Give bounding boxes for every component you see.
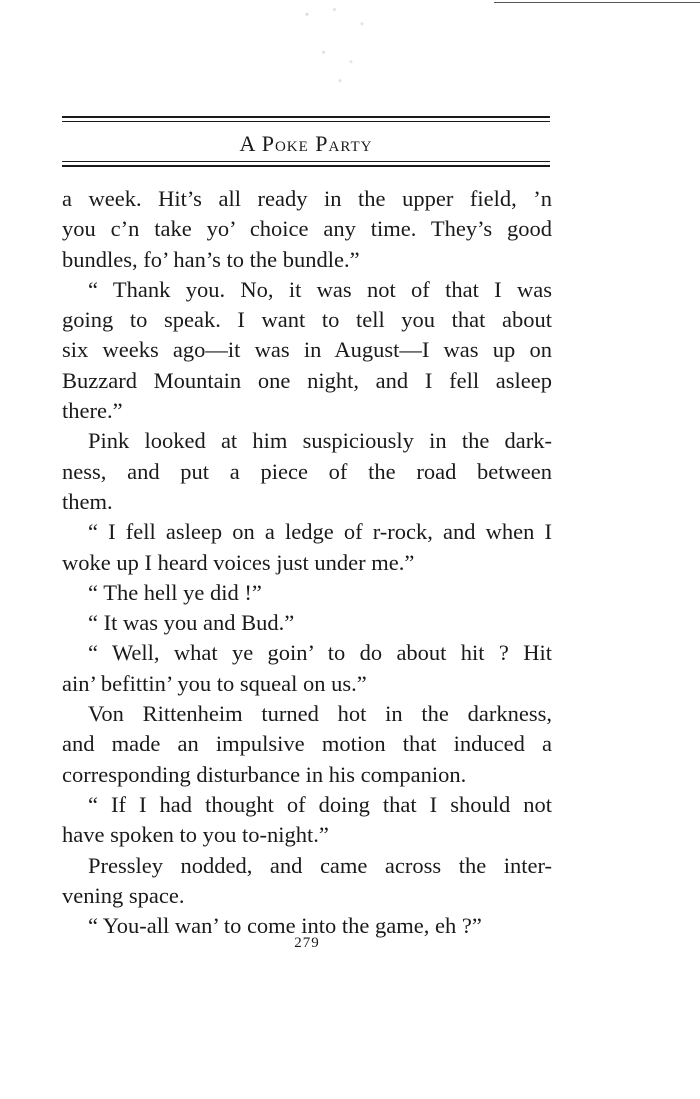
text-line: “ The hell ye did !” xyxy=(88,579,262,605)
text-line: “ You-all wan’ to come into the game, eh ?” xyxy=(88,913,482,939)
text-line: Buzzard Mountain one night, and I fell asleep xyxy=(62,367,552,393)
text-line: and made an impulsive motion that induced a xyxy=(62,731,552,757)
text-line: Von Rittenheim turned hot in the darkness, xyxy=(88,701,552,727)
running-head: A Poke Party xyxy=(239,131,373,156)
body-text xyxy=(62,184,552,941)
text-line: “ Thank you. No, it was not of that I was xyxy=(88,276,552,302)
text-line: a week. Hit’s all ready in the upper field, ’n xyxy=(62,186,552,211)
text-line: vening space. xyxy=(62,882,185,908)
text-line: woke up I heard voices just under me.” xyxy=(62,549,415,575)
text-line: Pressley nodded, and came across the inter- xyxy=(88,852,552,878)
text-line: ness, and put a piece of the road between xyxy=(62,458,552,484)
top-edge-rule xyxy=(494,2,700,3)
page-number: 279 xyxy=(294,935,320,951)
text-line: ain’ befittin’ you to squeal on us.” xyxy=(62,670,367,696)
text-line: going to speak. I want to tell you that about xyxy=(62,307,552,333)
text-line: bundles, fo’ han’s to the bundle.” xyxy=(62,246,360,272)
header-rule-top-thin xyxy=(62,121,550,122)
header-rule-bottom xyxy=(62,165,550,167)
text-line: there.” xyxy=(62,398,123,424)
page-header xyxy=(62,116,550,172)
text-line: them. xyxy=(62,488,113,514)
text-line: have spoken to you to-night.” xyxy=(62,822,329,848)
text-line: six weeks ago—it was in August—I was up on xyxy=(62,337,552,363)
text-line: “ If I had thought of doing that I should not xyxy=(88,791,552,817)
text-line: “ Well, what ye goin’ to do about hit ? Hit xyxy=(88,640,552,666)
text-line: “ It was you and Bud.” xyxy=(88,610,295,636)
header-rule-top xyxy=(62,116,550,118)
text-line: Pink looked at him suspiciously in the dark- xyxy=(88,428,552,454)
print-smudge xyxy=(285,0,395,95)
text-line: “ I fell asleep on a ledge of r-rock, and when I xyxy=(88,519,552,545)
header-rule-bottom-thin xyxy=(62,161,550,162)
text-line: corresponding disturbance in his companion. xyxy=(62,761,467,787)
text-line: you c’n take yo’ choice any time. They’s good xyxy=(62,216,552,242)
